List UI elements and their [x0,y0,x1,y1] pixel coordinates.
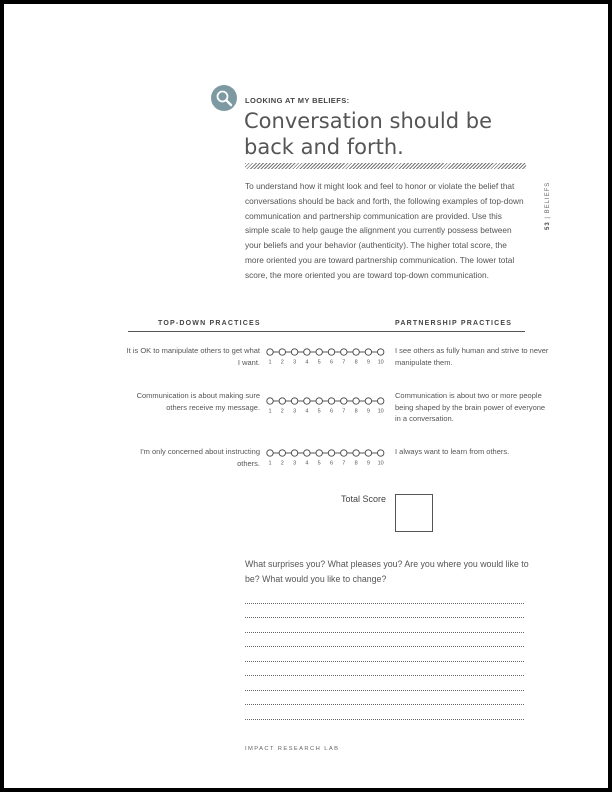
row-1-top-down-text: It is OK to manipulate others to get what I want. [126,346,260,367]
scale-number-8: 8 [354,408,358,415]
answer-line[interactable] [245,603,524,604]
scale-number-8: 8 [354,359,358,366]
column-header-top-down: TOP-DOWN PRACTICES [158,320,261,327]
scale-number-2: 2 [280,408,284,415]
scale-option-9[interactable] [365,450,371,456]
scale-number-6: 6 [329,359,334,366]
intro-paragraph: To understand how it might look and feel to honor or violate the belief that conversations should be back and forth, the following examples of top-down communication and partnership communication are provided. Use this simple scale to help gauge the alignment you currently possess between your beliefs and your behavior (authenticity). The higher total score, the more oriented you are toward partnership communication. The lower total score, the more oriented you are toward top-down communication. [245,181,524,280]
answer-line[interactable] [245,719,524,720]
scale-number-2: 2 [280,359,284,366]
scale-number-7: 7 [342,460,346,467]
scale-number-10: 10 [377,408,384,415]
scale-number-1: 1 [268,359,272,366]
scale-number-1: 1 [268,460,272,467]
scale-option-2[interactable] [279,398,285,404]
scale-option-6[interactable] [328,398,334,404]
scale-number-7: 7 [342,408,346,415]
scale-option-4[interactable] [304,349,310,355]
scale-number-6: 6 [329,408,334,415]
scale-option-1[interactable] [267,398,273,404]
answer-line[interactable] [245,675,524,676]
scale-option-3[interactable] [291,398,297,404]
scale-number-7: 7 [342,359,346,366]
total-score-box[interactable] [395,494,433,532]
column-header-partnership: PARTNERSHIP PRACTICES [395,320,513,327]
scale-option-4[interactable] [304,398,310,404]
scale-number-9: 9 [366,408,370,415]
scale-number-5: 5 [317,359,321,366]
scale-number-4: 4 [305,460,309,467]
rating-scale-3[interactable] [264,447,389,471]
reflection-prompt: What surprises you? What pleases you? Are you where you would like to be? What would you like to change? [245,559,529,584]
scale-option-5[interactable] [316,398,322,404]
section-name: BELIEFS [545,181,551,214]
scale-number-10: 10 [377,460,384,467]
answer-line[interactable] [245,632,524,633]
scale-graphic [264,395,389,419]
scale-number-3: 3 [293,408,297,415]
page-number: 53 [545,221,551,230]
scale-number-5: 5 [317,460,321,467]
scale-number-9: 9 [366,359,370,366]
row-2-partnership-text: Communication is about two or more people being shaped by the brain power of everyone in a conversation. [395,391,546,423]
scale-number-4: 4 [305,408,309,415]
magnifier-icon [211,85,237,111]
scale-option-10[interactable] [378,349,384,355]
scale-number-6: 6 [329,460,334,467]
scale-number-3: 3 [293,460,297,467]
scale-number-1: 1 [268,408,272,415]
answer-line[interactable] [245,617,524,618]
row-1-partnership-text: I see others as fully human and strive to never manipulate them. [395,346,549,367]
scale-option-2[interactable] [279,450,285,456]
section-kicker: LOOKING AT MY BELIEFS: [245,96,350,105]
side-tab-separator: | [545,216,551,219]
scale-option-7[interactable] [341,450,347,456]
scale-number-2: 2 [280,460,284,467]
scale-option-3[interactable] [291,349,297,355]
scale-option-9[interactable] [365,398,371,404]
scale-option-8[interactable] [353,398,359,404]
scale-option-7[interactable] [341,398,347,404]
header-rule [128,331,525,332]
scale-option-6[interactable] [328,349,334,355]
total-score-label: Total Score [340,494,386,504]
page-title: Conversation should be back and forth. [244,109,493,159]
answer-line[interactable] [245,704,524,705]
scale-number-4: 4 [305,359,309,366]
answer-line[interactable] [245,690,524,691]
scale-option-3[interactable] [291,450,297,456]
row-2-top-down-text: Communication is about making sure others receive my message. [136,391,260,412]
scale-option-4[interactable] [304,450,310,456]
hatched-divider [245,163,526,169]
scale-option-8[interactable] [353,450,359,456]
scale-option-9[interactable] [365,349,371,355]
scale-number-10: 10 [377,359,384,366]
scale-number-8: 8 [354,460,358,467]
row-3-top-down-text: I'm only concerned about instructing others. [140,447,260,468]
scale-option-2[interactable] [279,349,285,355]
answer-line[interactable] [245,646,524,647]
side-tab [545,182,551,230]
rating-scale-2[interactable] [264,395,389,419]
rating-scale-1[interactable] [264,346,389,370]
row-3-partnership-text: I always want to learn from others. [395,447,510,456]
scale-number-3: 3 [293,359,297,366]
scale-number-5: 5 [317,408,321,415]
scale-option-10[interactable] [378,450,384,456]
scale-option-7[interactable] [341,349,347,355]
scale-option-6[interactable] [328,450,334,456]
scale-option-8[interactable] [353,349,359,355]
scale-option-5[interactable] [316,450,322,456]
scale-option-10[interactable] [378,398,384,404]
scale-graphic [264,447,389,471]
scale-option-1[interactable] [267,349,273,355]
scale-graphic [264,346,389,370]
scale-option-5[interactable] [316,349,322,355]
scale-option-1[interactable] [267,450,273,456]
footer-brand: IMPACT RESEARCH LAB [245,746,340,752]
scale-number-9: 9 [366,460,370,467]
answer-line[interactable] [245,661,524,662]
